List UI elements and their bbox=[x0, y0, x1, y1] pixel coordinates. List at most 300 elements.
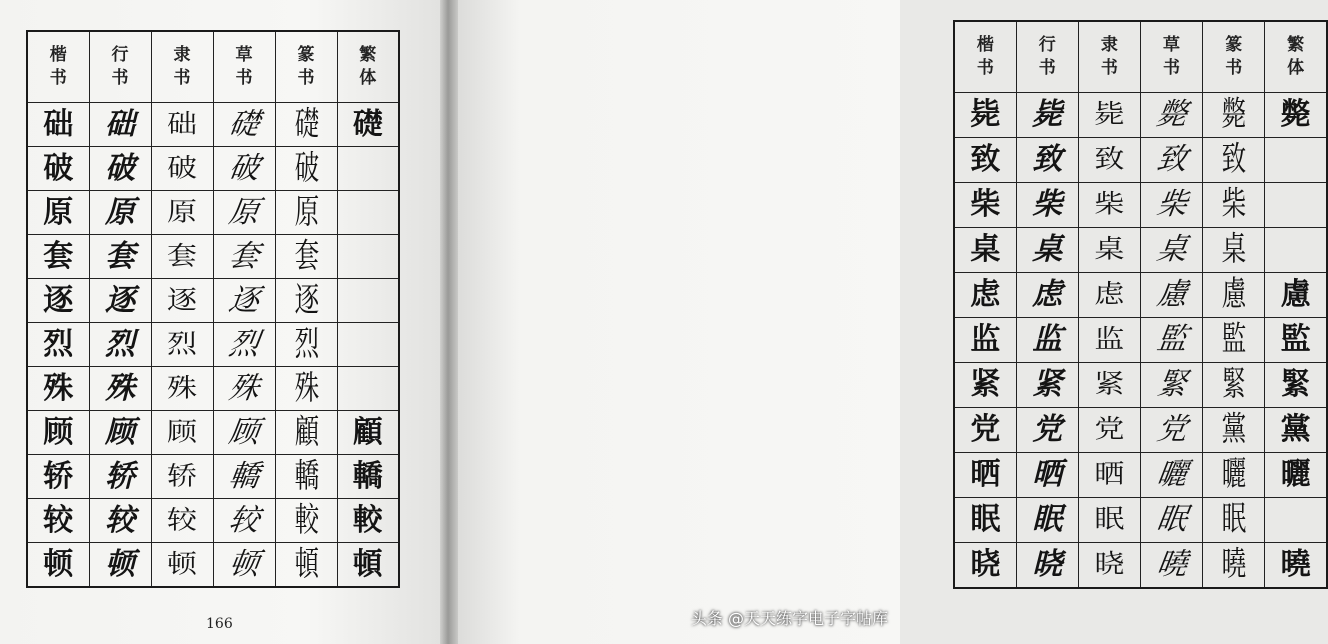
character-glyph: 破 bbox=[43, 150, 74, 186]
character-glyph: 致 bbox=[1094, 144, 1125, 175]
book-gutter bbox=[440, 0, 458, 644]
column-header-top: 篆 bbox=[297, 45, 315, 65]
column-header-top: 楷 bbox=[49, 45, 67, 65]
character-cell bbox=[1140, 138, 1202, 183]
character-glyph: 破 bbox=[226, 150, 262, 186]
character-cell bbox=[151, 323, 213, 367]
character-cell bbox=[275, 499, 337, 543]
column-header-bottom: 书 bbox=[1225, 58, 1243, 78]
character-cell bbox=[1078, 273, 1140, 318]
character-cell bbox=[27, 279, 89, 323]
character-cell bbox=[954, 543, 1016, 589]
character-cell bbox=[1016, 273, 1078, 318]
character-cell bbox=[89, 543, 151, 588]
character-glyph: 慮 bbox=[1280, 277, 1311, 312]
table-row bbox=[954, 183, 1327, 228]
column-header-bottom: 书 bbox=[173, 68, 191, 88]
character-cell bbox=[213, 323, 275, 367]
character-glyph: 眠 bbox=[1221, 499, 1246, 540]
character-cell bbox=[275, 543, 337, 588]
character-glyph: 晓 bbox=[970, 547, 1001, 582]
character-cell bbox=[1016, 228, 1078, 273]
character-cell bbox=[151, 191, 213, 235]
character-glyph: 緊 bbox=[1154, 367, 1190, 402]
character-glyph: 逐 bbox=[105, 282, 135, 318]
character-glyph: 顿 bbox=[167, 549, 197, 579]
character-cell bbox=[954, 453, 1016, 498]
character-cell bbox=[1078, 498, 1140, 543]
character-glyph: 毙 bbox=[1094, 99, 1125, 130]
character-glyph: 破 bbox=[294, 148, 318, 188]
character-cell bbox=[1140, 543, 1202, 589]
column-header-top: 楷 bbox=[976, 35, 994, 55]
character-cell bbox=[89, 455, 151, 499]
character-glyph: 较 bbox=[226, 502, 262, 538]
character-glyph: 柴 bbox=[1094, 189, 1125, 220]
column-header-top: 行 bbox=[111, 45, 129, 65]
character-glyph: 頓 bbox=[294, 544, 318, 584]
character-cell bbox=[1203, 93, 1265, 138]
character-glyph: 较 bbox=[43, 502, 74, 538]
table-row bbox=[27, 103, 399, 147]
character-glyph: 晒 bbox=[1032, 457, 1063, 492]
character-glyph: 桌 bbox=[1094, 234, 1125, 265]
column-header bbox=[151, 31, 213, 103]
character-glyph: 黨 bbox=[1221, 409, 1246, 450]
character-glyph: 烈 bbox=[105, 326, 135, 362]
character-cell bbox=[337, 543, 399, 588]
character-cell bbox=[1140, 93, 1202, 138]
table-row bbox=[954, 228, 1327, 273]
character-glyph: 轿 bbox=[105, 458, 135, 494]
character-cell bbox=[1265, 453, 1327, 498]
character-cell bbox=[337, 191, 399, 235]
character-glyph: 虑 bbox=[970, 277, 1001, 312]
character-cell bbox=[275, 191, 337, 235]
right-page bbox=[458, 0, 1311, 644]
character-glyph: 顿 bbox=[43, 546, 74, 582]
character-glyph: 桌 bbox=[970, 232, 1001, 267]
character-cell bbox=[1078, 318, 1140, 363]
table-row bbox=[954, 498, 1327, 543]
character-glyph: 殊 bbox=[226, 370, 262, 406]
character-cell bbox=[27, 103, 89, 147]
character-cell bbox=[1203, 273, 1265, 318]
character-glyph: 顿 bbox=[226, 546, 262, 582]
character-cell bbox=[213, 543, 275, 588]
character-cell bbox=[954, 228, 1016, 273]
table-row bbox=[27, 235, 399, 279]
character-cell bbox=[89, 235, 151, 279]
character-glyph: 柴 bbox=[1032, 187, 1063, 222]
character-cell bbox=[954, 273, 1016, 318]
column-header-top: 隶 bbox=[1100, 35, 1118, 55]
character-glyph: 致 bbox=[1221, 139, 1246, 180]
character-cell bbox=[954, 498, 1016, 543]
character-glyph: 逐 bbox=[167, 285, 197, 315]
character-cell bbox=[213, 103, 275, 147]
character-glyph: 原 bbox=[105, 194, 135, 230]
column-header-top: 草 bbox=[235, 45, 253, 65]
character-glyph: 致 bbox=[1154, 142, 1190, 177]
right-character-table bbox=[953, 20, 1328, 589]
character-glyph: 础 bbox=[43, 106, 74, 142]
character-cell bbox=[954, 318, 1016, 363]
character-cell bbox=[1140, 408, 1202, 453]
character-glyph: 殊 bbox=[43, 370, 74, 406]
table-row bbox=[27, 279, 399, 323]
character-glyph: 烈 bbox=[226, 326, 262, 362]
character-cell bbox=[1265, 273, 1327, 318]
table-row bbox=[954, 273, 1327, 318]
character-glyph: 党 bbox=[1032, 412, 1063, 447]
character-glyph: 曬 bbox=[1154, 457, 1190, 492]
character-cell bbox=[151, 147, 213, 191]
character-cell bbox=[1078, 363, 1140, 408]
character-cell bbox=[1140, 183, 1202, 228]
character-glyph: 礎 bbox=[226, 106, 262, 142]
character-glyph: 緊 bbox=[1280, 367, 1311, 402]
character-glyph: 原 bbox=[43, 194, 74, 230]
character-cell bbox=[1265, 363, 1327, 408]
table-row bbox=[27, 411, 399, 455]
column-header-top: 行 bbox=[1038, 35, 1056, 55]
character-glyph: 础 bbox=[105, 106, 135, 142]
table-row bbox=[27, 367, 399, 411]
character-glyph: 礎 bbox=[294, 104, 318, 144]
character-cell bbox=[151, 235, 213, 279]
character-cell bbox=[1140, 363, 1202, 408]
column-header-bottom: 书 bbox=[1100, 58, 1118, 78]
character-glyph: 眠 bbox=[1154, 502, 1190, 537]
character-cell bbox=[1265, 138, 1327, 183]
character-cell bbox=[1016, 453, 1078, 498]
character-cell bbox=[954, 363, 1016, 408]
table-row bbox=[27, 543, 399, 588]
column-header bbox=[1016, 21, 1078, 93]
left-character-table bbox=[26, 30, 400, 588]
character-cell bbox=[275, 279, 337, 323]
character-glyph: 殊 bbox=[294, 368, 318, 408]
watermark-text: 头条 @天天练字电子字帖库 bbox=[690, 609, 888, 628]
character-cell bbox=[1140, 273, 1202, 318]
character-cell bbox=[213, 191, 275, 235]
character-cell bbox=[213, 367, 275, 411]
character-cell bbox=[1140, 453, 1202, 498]
character-glyph: 柴 bbox=[1154, 187, 1190, 222]
character-cell bbox=[1203, 543, 1265, 589]
table-row bbox=[954, 93, 1327, 138]
left-page bbox=[0, 0, 440, 644]
character-glyph: 致 bbox=[970, 142, 1001, 177]
character-glyph: 轎 bbox=[226, 458, 262, 494]
character-glyph: 曬 bbox=[1221, 454, 1246, 495]
character-glyph: 破 bbox=[167, 153, 197, 183]
character-cell bbox=[1016, 498, 1078, 543]
character-cell bbox=[27, 411, 89, 455]
column-header bbox=[275, 31, 337, 103]
character-glyph: 党 bbox=[1154, 412, 1190, 447]
character-cell bbox=[337, 323, 399, 367]
character-glyph: 晓 bbox=[1032, 547, 1063, 582]
table-row bbox=[954, 543, 1327, 589]
character-cell bbox=[1078, 138, 1140, 183]
character-cell bbox=[1203, 363, 1265, 408]
character-cell bbox=[1265, 408, 1327, 453]
character-glyph: 晒 bbox=[970, 457, 1001, 492]
column-header-bottom: 书 bbox=[111, 68, 129, 88]
table-row bbox=[27, 455, 399, 499]
character-glyph: 柴 bbox=[970, 187, 1001, 222]
character-glyph: 顾 bbox=[105, 414, 135, 450]
character-cell bbox=[213, 235, 275, 279]
character-glyph: 监 bbox=[1094, 324, 1125, 355]
character-cell bbox=[954, 138, 1016, 183]
character-glyph: 逐 bbox=[43, 282, 74, 318]
character-glyph: 曉 bbox=[1221, 544, 1246, 585]
character-glyph: 烈 bbox=[167, 329, 197, 359]
character-glyph: 党 bbox=[970, 412, 1001, 447]
character-cell bbox=[27, 543, 89, 588]
character-cell bbox=[1078, 408, 1140, 453]
character-glyph: 較 bbox=[294, 500, 318, 540]
character-glyph: 套 bbox=[167, 241, 197, 271]
character-cell bbox=[275, 411, 337, 455]
character-cell bbox=[337, 235, 399, 279]
character-glyph: 紧 bbox=[970, 367, 1001, 402]
character-cell bbox=[27, 455, 89, 499]
character-glyph: 監 bbox=[1280, 322, 1311, 357]
character-glyph: 虑 bbox=[1094, 279, 1125, 310]
character-glyph: 曉 bbox=[1280, 547, 1311, 582]
table-row bbox=[27, 147, 399, 191]
character-glyph: 顾 bbox=[226, 414, 262, 450]
character-cell bbox=[213, 455, 275, 499]
character-glyph: 礎 bbox=[352, 106, 383, 142]
character-cell bbox=[27, 147, 89, 191]
character-cell bbox=[1078, 228, 1140, 273]
character-cell bbox=[337, 279, 399, 323]
table-row bbox=[954, 453, 1327, 498]
character-cell bbox=[1265, 228, 1327, 273]
character-glyph: 較 bbox=[352, 502, 383, 538]
character-cell bbox=[89, 367, 151, 411]
character-cell bbox=[151, 499, 213, 543]
character-glyph: 毙 bbox=[1032, 97, 1063, 132]
column-header-top: 隶 bbox=[173, 45, 191, 65]
character-glyph: 斃 bbox=[1154, 97, 1190, 132]
character-cell bbox=[213, 411, 275, 455]
page-number: 166 bbox=[206, 616, 233, 632]
character-glyph: 殊 bbox=[167, 373, 197, 403]
character-glyph: 緊 bbox=[1221, 364, 1246, 405]
character-cell bbox=[275, 367, 337, 411]
character-cell bbox=[1265, 183, 1327, 228]
character-cell bbox=[89, 147, 151, 191]
character-glyph: 较 bbox=[105, 502, 135, 538]
character-cell bbox=[213, 279, 275, 323]
character-cell bbox=[151, 103, 213, 147]
character-cell bbox=[1016, 93, 1078, 138]
table-row bbox=[954, 363, 1327, 408]
character-cell bbox=[1203, 183, 1265, 228]
character-cell bbox=[151, 543, 213, 588]
character-glyph: 眠 bbox=[970, 502, 1001, 537]
table-row bbox=[27, 323, 399, 367]
column-header-bottom: 书 bbox=[976, 58, 994, 78]
character-glyph: 紧 bbox=[1032, 367, 1063, 402]
column-header-bottom: 书 bbox=[1163, 58, 1181, 78]
character-glyph: 桌 bbox=[1221, 229, 1246, 270]
column-header bbox=[337, 31, 399, 103]
character-glyph: 監 bbox=[1221, 319, 1246, 360]
character-glyph: 监 bbox=[970, 322, 1001, 357]
table-row bbox=[954, 408, 1327, 453]
character-cell bbox=[275, 455, 337, 499]
character-glyph: 逐 bbox=[226, 282, 262, 318]
character-cell bbox=[1140, 318, 1202, 363]
column-header-bottom: 书 bbox=[297, 68, 315, 88]
character-glyph: 原 bbox=[226, 194, 262, 230]
header-row bbox=[27, 31, 399, 103]
character-glyph: 顧 bbox=[294, 412, 318, 452]
column-header bbox=[1265, 21, 1327, 93]
character-glyph: 毙 bbox=[970, 97, 1001, 132]
character-glyph: 虑 bbox=[1032, 277, 1063, 312]
character-glyph: 斃 bbox=[1221, 94, 1246, 135]
character-cell bbox=[151, 411, 213, 455]
character-cell bbox=[337, 367, 399, 411]
character-glyph: 原 bbox=[294, 192, 318, 232]
character-glyph: 套 bbox=[43, 238, 74, 274]
column-header-bottom: 书 bbox=[235, 68, 253, 88]
character-glyph: 套 bbox=[294, 236, 318, 276]
character-cell bbox=[1140, 228, 1202, 273]
character-cell bbox=[213, 499, 275, 543]
character-glyph: 监 bbox=[1032, 322, 1063, 357]
character-cell bbox=[27, 235, 89, 279]
character-glyph: 黨 bbox=[1280, 412, 1311, 447]
character-cell bbox=[275, 103, 337, 147]
character-cell bbox=[89, 323, 151, 367]
character-glyph: 慮 bbox=[1154, 277, 1190, 312]
character-glyph: 轎 bbox=[352, 458, 383, 494]
character-cell bbox=[27, 367, 89, 411]
character-cell bbox=[1078, 183, 1140, 228]
column-header bbox=[1078, 21, 1140, 93]
character-glyph: 監 bbox=[1154, 322, 1190, 357]
character-glyph: 轿 bbox=[43, 458, 74, 494]
character-glyph: 顾 bbox=[167, 417, 197, 447]
character-cell bbox=[337, 147, 399, 191]
character-glyph: 破 bbox=[105, 150, 135, 186]
character-cell bbox=[1265, 318, 1327, 363]
character-glyph: 逐 bbox=[294, 280, 318, 320]
table-row bbox=[27, 499, 399, 543]
character-cell bbox=[1078, 453, 1140, 498]
character-glyph: 原 bbox=[167, 197, 197, 227]
character-glyph: 础 bbox=[167, 109, 197, 139]
table-row bbox=[954, 318, 1327, 363]
column-header bbox=[27, 31, 89, 103]
character-cell bbox=[89, 411, 151, 455]
character-glyph: 顿 bbox=[105, 546, 135, 582]
character-glyph: 晓 bbox=[1094, 549, 1125, 580]
character-glyph: 紧 bbox=[1094, 369, 1125, 400]
character-cell bbox=[151, 367, 213, 411]
column-header-top: 草 bbox=[1163, 35, 1181, 55]
column-header bbox=[89, 31, 151, 103]
character-cell bbox=[89, 103, 151, 147]
header-row bbox=[954, 21, 1327, 93]
character-glyph: 殊 bbox=[105, 370, 135, 406]
character-cell bbox=[213, 147, 275, 191]
character-cell bbox=[1016, 183, 1078, 228]
column-header-bottom: 体 bbox=[359, 68, 377, 88]
character-glyph: 党 bbox=[1094, 414, 1125, 445]
character-cell bbox=[1203, 318, 1265, 363]
character-glyph: 套 bbox=[226, 238, 262, 274]
character-cell bbox=[1203, 408, 1265, 453]
character-glyph: 頓 bbox=[352, 546, 383, 582]
character-cell bbox=[337, 103, 399, 147]
character-cell bbox=[1203, 498, 1265, 543]
character-cell bbox=[151, 279, 213, 323]
character-glyph: 致 bbox=[1032, 142, 1063, 177]
character-cell bbox=[1203, 453, 1265, 498]
character-cell bbox=[1203, 138, 1265, 183]
character-cell bbox=[954, 408, 1016, 453]
character-cell bbox=[1140, 498, 1202, 543]
character-cell bbox=[954, 93, 1016, 138]
character-cell bbox=[27, 499, 89, 543]
character-cell bbox=[89, 191, 151, 235]
character-glyph: 轿 bbox=[167, 461, 197, 491]
character-cell bbox=[1203, 228, 1265, 273]
character-cell bbox=[1078, 93, 1140, 138]
character-glyph: 眠 bbox=[1032, 502, 1063, 537]
character-cell bbox=[1016, 408, 1078, 453]
character-glyph: 斃 bbox=[1280, 97, 1311, 132]
character-cell bbox=[1078, 543, 1140, 589]
character-cell bbox=[1016, 138, 1078, 183]
character-cell bbox=[1016, 543, 1078, 589]
character-glyph: 较 bbox=[167, 505, 197, 535]
character-glyph: 眠 bbox=[1094, 504, 1125, 535]
character-glyph: 桌 bbox=[1154, 232, 1190, 267]
character-cell bbox=[1016, 363, 1078, 408]
character-cell bbox=[954, 183, 1016, 228]
character-cell bbox=[89, 279, 151, 323]
character-cell bbox=[27, 323, 89, 367]
column-header-top: 篆 bbox=[1225, 35, 1243, 55]
table-row bbox=[27, 191, 399, 235]
table-row bbox=[954, 138, 1327, 183]
character-cell bbox=[27, 191, 89, 235]
column-header bbox=[1203, 21, 1265, 93]
character-glyph: 柴 bbox=[1221, 184, 1246, 225]
character-glyph: 桌 bbox=[1032, 232, 1063, 267]
character-cell bbox=[89, 499, 151, 543]
character-cell bbox=[275, 235, 337, 279]
character-glyph: 顾 bbox=[43, 414, 74, 450]
column-header-top: 繁 bbox=[1287, 35, 1305, 55]
character-glyph: 烈 bbox=[294, 324, 318, 364]
character-cell bbox=[1016, 318, 1078, 363]
column-header-bottom: 书 bbox=[49, 68, 67, 88]
character-cell bbox=[275, 323, 337, 367]
column-header bbox=[1140, 21, 1202, 93]
